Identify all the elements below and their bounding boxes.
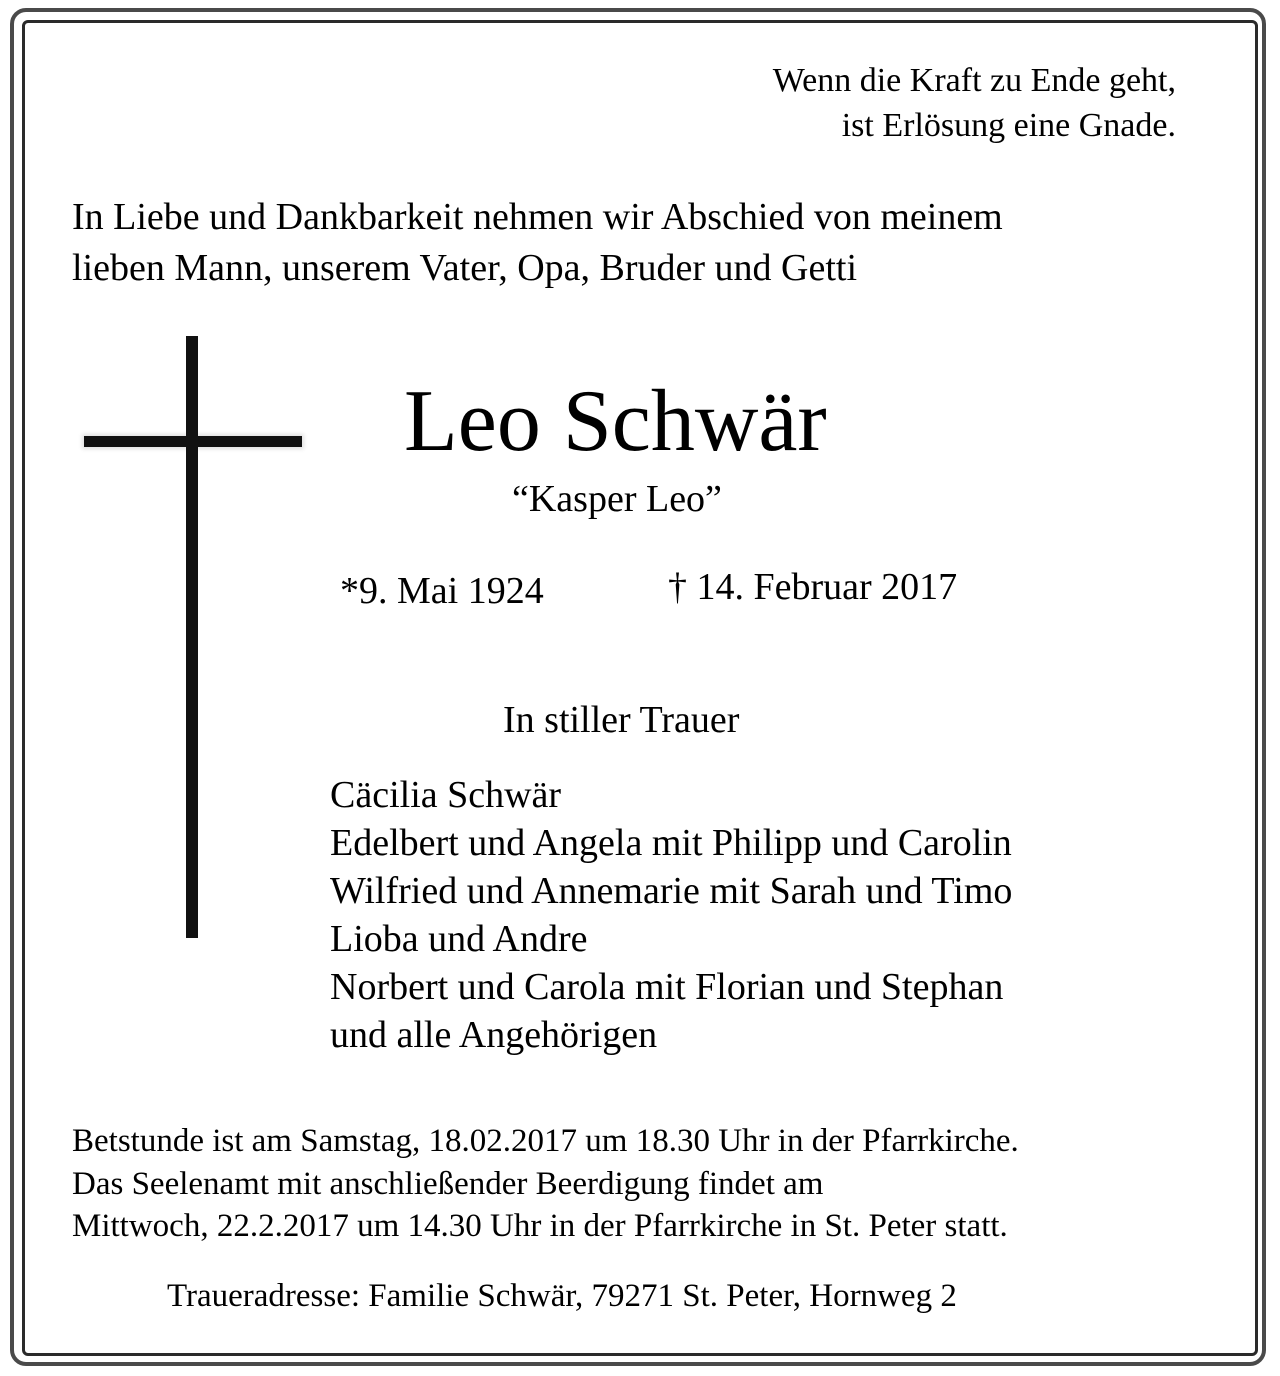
mourning-address: Traueradresse: Familie Schwär, 79271 St. Peter, Hornweg 2 xyxy=(167,1278,957,1314)
service-line-2: Das Seelenamt mit anschließender Beerdigung findet am xyxy=(72,1166,824,1202)
mourner-item: und alle Angehörigen xyxy=(330,1014,658,1056)
cross-vertical-bar xyxy=(186,336,198,938)
mourner-item: Lioba und Andre xyxy=(330,918,588,960)
mourning-heading: In stiller Trauer xyxy=(503,699,740,741)
service-line-3: Mittwoch, 22.2.2017 um 14.30 Uhr in der Pfarrkirche in St. Peter statt. xyxy=(72,1208,1008,1244)
deceased-name: Leo Schwär xyxy=(404,373,827,470)
mourner-item: Norbert und Carola mit Florian und Stephan xyxy=(330,966,1004,1008)
intro-line-1: In Liebe und Dankbarkeit nehmen wir Abschied von meinem xyxy=(72,196,1003,238)
death-date: † 14. Februar 2017 xyxy=(668,566,958,608)
service-line-1: Betstunde ist am Samstag, 18.02.2017 um 18.30 Uhr in der Pfarrkirche. xyxy=(72,1123,1019,1159)
mourner-item: Cäcilia Schwär xyxy=(330,774,562,816)
deceased-nickname: “Kasper Leo” xyxy=(512,478,722,520)
mourner-item: Wilfried und Annemarie mit Sarah und Timo xyxy=(330,870,1013,912)
intro-line-2: lieben Mann, unserem Vater, Opa, Bruder und Getti xyxy=(72,247,858,289)
motto-line-2: ist Erlösung eine Gnade. xyxy=(841,107,1176,144)
mourner-item: Edelbert und Angela mit Philipp und Carolin xyxy=(330,822,1012,864)
birth-date: *9. Mai 1924 xyxy=(340,570,544,612)
motto-line-1: Wenn die Kraft zu Ende geht, xyxy=(772,62,1176,99)
